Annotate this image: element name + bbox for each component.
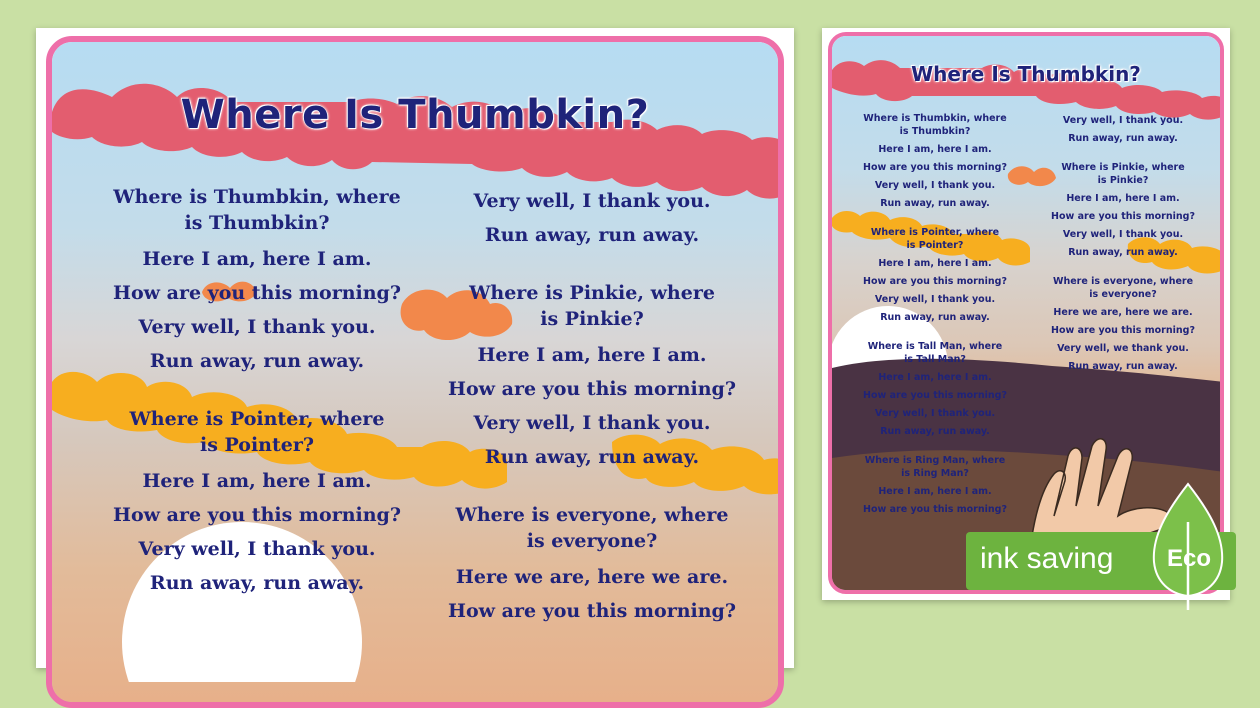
- verse-question: Where is Ring Man, where is Ring Man?: [864, 455, 1006, 479]
- verse-line: Very well, I thank you.: [138, 538, 376, 560]
- verse-question: Where is Tall Man, where is Tall Man?: [867, 341, 1003, 365]
- verse-line: How are you this morning?: [863, 276, 1007, 287]
- verse-line: Run away, run away.: [1068, 247, 1178, 258]
- verse-line: Run away, run away.: [1068, 361, 1178, 372]
- verse-line: Here I am, here I am.: [878, 144, 992, 155]
- verse-question: Where is Pinkie, where is Pinkie?: [469, 282, 715, 330]
- verse-line: How are you this morning?: [113, 282, 401, 304]
- verse-line: Very well, I thank you.: [874, 294, 996, 305]
- verse-question: Where is everyone, where is everyone?: [455, 504, 729, 552]
- verse-line: Run away, run away.: [149, 572, 365, 594]
- verse-line: How are you this morning?: [863, 162, 1007, 173]
- poster-frame: [46, 36, 784, 708]
- verse-line: How are you this morning?: [448, 600, 736, 622]
- verse-line: Here we are, here we are.: [455, 566, 729, 588]
- verse-line: How are you this morning?: [1051, 325, 1195, 336]
- verse-line: Here I am, here I am.: [878, 486, 992, 497]
- verse-question: Where is Pointer, where is Pointer?: [870, 227, 1000, 251]
- verse-line: Run away, run away.: [880, 312, 990, 323]
- verse-line: How are you this morning?: [863, 504, 1007, 515]
- verse-line: Run away, run away.: [484, 446, 700, 468]
- verse-question: Where is Thumbkin, where is Thumbkin?: [113, 186, 401, 234]
- verse-line: Here I am, here I am.: [142, 248, 372, 270]
- verse-line: Run away, run away.: [880, 426, 990, 437]
- verse-line: Very well, I thank you.: [874, 408, 996, 419]
- verse-line: Very well, I thank you.: [138, 316, 376, 338]
- verse-line: Very well, we thank you.: [1057, 343, 1189, 354]
- verse-line: Very well, I thank you.: [1062, 115, 1184, 126]
- lyrics-column-left-small: [840, 112, 1030, 519]
- verse-question: Where is Pinkie, where is Pinkie?: [1061, 162, 1185, 186]
- poster-title: Where Is Thumbkin?: [180, 92, 650, 138]
- eco-label: Eco: [1166, 545, 1211, 572]
- verse-line: Very well, I thank you.: [874, 180, 996, 191]
- verse-line: Run away, run away.: [149, 350, 365, 372]
- verse-line: Very well, I thank you.: [473, 412, 711, 434]
- verse-line: Here we are, here we are.: [1053, 307, 1193, 318]
- verse-question: Where is everyone, where is everyone?: [1052, 276, 1194, 300]
- verse-line: Here I am, here I am.: [878, 372, 992, 383]
- verse-line: Here I am, here I am.: [1066, 193, 1180, 204]
- verse-line: Run away, run away.: [880, 198, 990, 209]
- verse-line: Very well, I thank you.: [1062, 229, 1184, 240]
- verse-question: Where is Thumbkin, where is Thumbkin?: [863, 113, 1007, 137]
- lyrics-column-right: [427, 184, 757, 628]
- verse-question: Where is Pointer, where is Pointer?: [129, 408, 385, 456]
- poster-large: [36, 28, 794, 668]
- lyrics-column-right-small: [1030, 112, 1216, 376]
- verse-line: Here I am, here I am.: [477, 344, 707, 366]
- verse-line: How are you this morning?: [863, 390, 1007, 401]
- verse-line: Here I am, here I am.: [878, 258, 992, 269]
- verse-line: Very well, I thank you.: [473, 190, 711, 212]
- ink-saving-label: ink saving: [980, 542, 1114, 575]
- poster-title-small: Where Is Thumbkin?: [911, 62, 1141, 86]
- verse-line: How are you this morning?: [448, 378, 736, 400]
- lyrics-column-left: [92, 184, 422, 600]
- verse-line: Here I am, here I am.: [142, 470, 372, 492]
- verse-line: Run away, run away.: [484, 224, 700, 246]
- verse-line: Run away, run away.: [1068, 133, 1178, 144]
- verse-line: How are you this morning?: [1051, 211, 1195, 222]
- verse-line: How are you this morning?: [113, 504, 401, 526]
